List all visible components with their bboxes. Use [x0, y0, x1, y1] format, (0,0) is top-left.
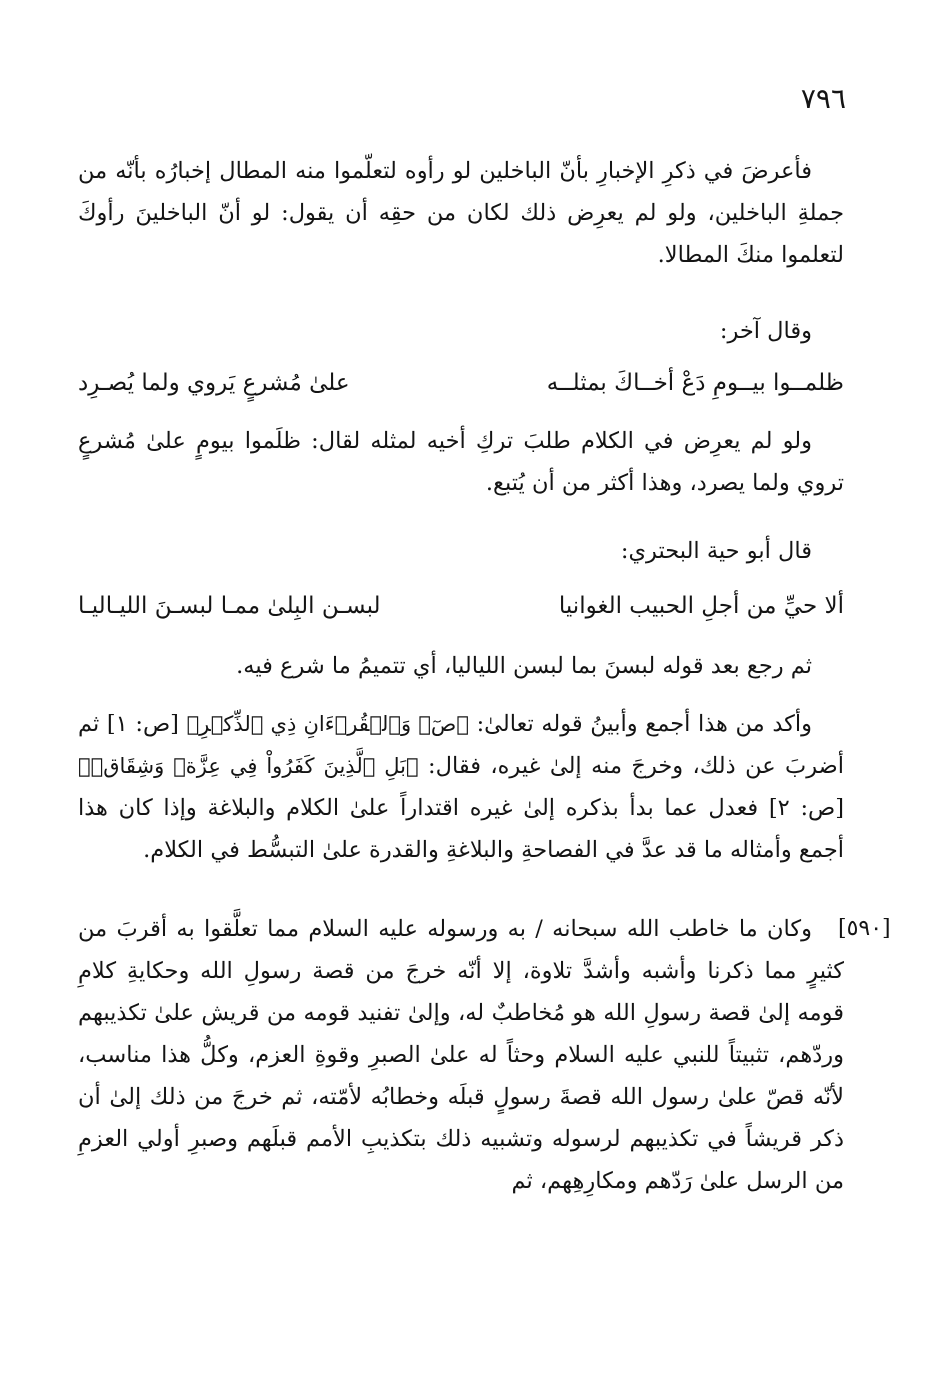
commentary-1-block — [78, 420, 844, 504]
poem-verse-2 — [78, 585, 844, 627]
commentary-paragraph-1: ولو لم يعرِض في الكلام طلبَ تركِ أخيه لمثله لقال: ظلَموا بيومٍ علىٰ مُشرعٍ تروي ولما يصرد، وهذا أكثر من أن يُتبع. — [78, 428, 844, 496]
quran-verse-2: ﴿بَلِ ٱلَّذِينَ كَفَرُواْ فِي عِزَّةٖ وَشِقَاقٖ﴾ — [78, 754, 419, 778]
final-paragraph-block — [78, 908, 844, 1202]
verse-1-first-hemistich: ظلمــوا بيــومِ دَعْ أخــاكَ بمثلــه — [546, 370, 844, 396]
verse-2-second-hemistich: لبسـن البِلىٰ ممـا لبسـنَ الليـاليـا — [78, 593, 381, 619]
verse-2-first-hemistich: ألا حيِّ من أجلِ الحبيب الغوانيا — [558, 593, 844, 619]
speaker-line-2-block — [78, 530, 844, 572]
page-number: ٧٩٦ — [800, 82, 846, 115]
verse-1-second-hemistich: علىٰ مُشرعٍ يَروي ولما يُصـرِد — [78, 370, 350, 396]
intro-paragraph: فأعرضَ في ذكرِ الإخبارِ بأنّ الباخلين لو رأوه لتعلّموا منه المطال إخبارُه بأنّه من جملةِ الباخلين، ولو لم يعرِض ذلك لكان من حقِه أن يقول: لو أنّ الباخلينَ رأوكَ لتعلموا منكَ المطالا. — [78, 158, 844, 268]
commentary-paragraph-2: ثم رجع بعد قوله لبسنَ بما لبسن اللياليا، أي تتميمُ ما شرع فيه. — [236, 653, 812, 679]
speaker-line-2: قال أبو حية البحتري: — [620, 538, 812, 564]
quran-example-block — [78, 703, 844, 871]
quran-example-text-c: [ص: ٢] فعدل عما بدأ بذكره إلىٰ غيره اقتداراً علىٰ الكلام والبلاغة وإذا كان هذا أجمع وأمثاله ما قد عدَّ في الفصاحةِ والبلاغةِ والقدرة علىٰ التبسُّط في الكلام. — [78, 795, 845, 863]
quran-example-text-b: [ص: ١] ثم أضربَ عن ذلك، وخرجَ منه إلىٰ غيره، فقال: — [78, 711, 844, 779]
commentary-2-block — [78, 645, 844, 687]
final-paragraph: وكان ما خاطب الله سبحانه / به ورسوله عليه السلام مما تعلَّقوا به أقربَ من كثيرٍ مما ذكرنا وأشبه وأشدَّ تلاوة، إلا أنّه خرجَ من قصة رسولِ الله وحكايةِ كلامِ قومه إلىٰ قصة رسولِ الله هو مُخاطبٌ له، وإلىٰ تفنيد قومه من قريش علىٰ تكذيبهم وردّهم، تثبيتاً للنبي عليه السلام وحثاً له علىٰ الصبرِ وقوةِ العزم، وكلُّ هذا مناسب، لأنّه قصّ علىٰ رسول الله قصةَ رسولٍ قبلَه وخطابُه لأمّته، ثم خرجَ من ذلك إلىٰ أن ذكر قريشاً في تكذيبهم لرسوله وتشبيه ذلك بتكذيبِ الأمم قبلَهم وصبرِ أولي العزمِ من الرسل علىٰ رَدّهم ومكارِهِهم، ثم — [78, 916, 844, 1194]
speaker-line-1-block — [78, 310, 844, 352]
quran-verse-1: ﴿صٓۚ وَٱلۡقُرۡءَانِ ذِي ٱلذِّكۡرِ﴾ — [186, 712, 469, 736]
intro-paragraph-block — [78, 150, 844, 276]
margin-page-reference: [٥٩٠] — [838, 916, 891, 941]
speaker-line-1: وقال آخر: — [719, 318, 812, 344]
quran-example-paragraph — [78, 703, 844, 871]
quran-example-text-a: وأكد من هذا أجمع وأبينُ قوله تعالىٰ: — [468, 711, 813, 737]
poem-verse-1 — [78, 362, 844, 404]
